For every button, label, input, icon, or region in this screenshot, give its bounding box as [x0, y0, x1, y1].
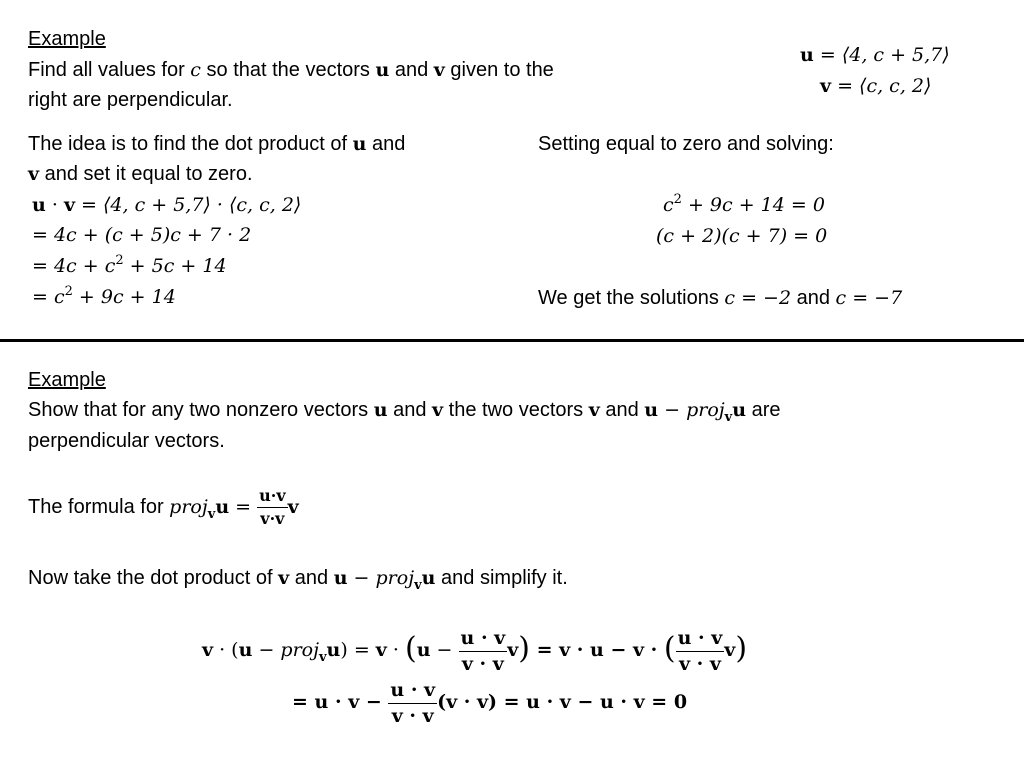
example1-problem-line2: right are perpendicular. [28, 89, 233, 111]
equation-quadratic: $c^2 + 9c + 14 = 0$ [663, 192, 825, 216]
example1-heading: Example [28, 28, 106, 50]
example2-problem-line2: perpendicular vectors. [28, 430, 225, 452]
now-take-text: Now take the dot product of v and u − proj$_v$u and simplify it. [28, 567, 568, 593]
dot-product-line1: u · v = ⟨4, c + 5,7⟩ · ⟨c, c, 2⟩ [32, 194, 302, 216]
example2-heading: Example [28, 369, 106, 391]
idea-line2: v and set it equal to zero. [28, 163, 253, 185]
derivation-line2: = u · v − $\frac{u \cdot v}{v \cdot v}$ (v · v) = u · v − u · v = 0 [292, 678, 688, 727]
idea-line1: The idea is to find the dot product of u and [28, 133, 406, 155]
projection-formula: The formula for proj$_v$u = $\frac{u\cdot v}{v\cdot v}$ v [28, 486, 299, 529]
equation-factored: (c + 2)(c + 7) = 0 [656, 225, 828, 247]
vector-v-definition: v = ⟨c, c, 2⟩ [820, 75, 932, 97]
dot-product-line4: = $c^2 + 9c + 14$ [32, 284, 176, 308]
section-divider [0, 339, 1024, 342]
derivation-fraction-1: $\frac{u \cdot v}{v \cdot v}$ [460, 626, 506, 675]
setting-equal-text: Setting equal to zero and solving: [538, 133, 834, 155]
dot-product-line3: = $4c + c^2 + 5c + 14$ [32, 253, 227, 277]
vector-u-definition: u = ⟨4, c + 5,7⟩ [800, 44, 950, 66]
derivation-fraction-2: $\frac{u \cdot v}{v \cdot v}$ [677, 626, 723, 675]
derivation-line1: v · (u − proj$_v$u) = v · (u − $\frac{u \cdot v}{v \cdot v}$ v) = v · u − v · ( $\frac{u \cdot v}{v \cdot v}$ v) [202, 626, 748, 675]
projection-fraction: $\frac{u\cdot v}{v\cdot v}$ [259, 486, 286, 529]
example1-problem-line1: Find all values for c so that the vectors u and v given to the [28, 59, 554, 81]
derivation-fraction-3: $\frac{u \cdot v}{v \cdot v}$ [390, 678, 436, 727]
example2-problem-line1: Show that for any two nonzero vectors u and v the two vectors v and u − proj$_v$u are [28, 399, 781, 425]
solutions-text: We get the solutions c = −2 and c = −7 [538, 287, 903, 309]
dot-product-line2: = 4c + (c + 5)c + 7 · 2 [32, 224, 252, 246]
